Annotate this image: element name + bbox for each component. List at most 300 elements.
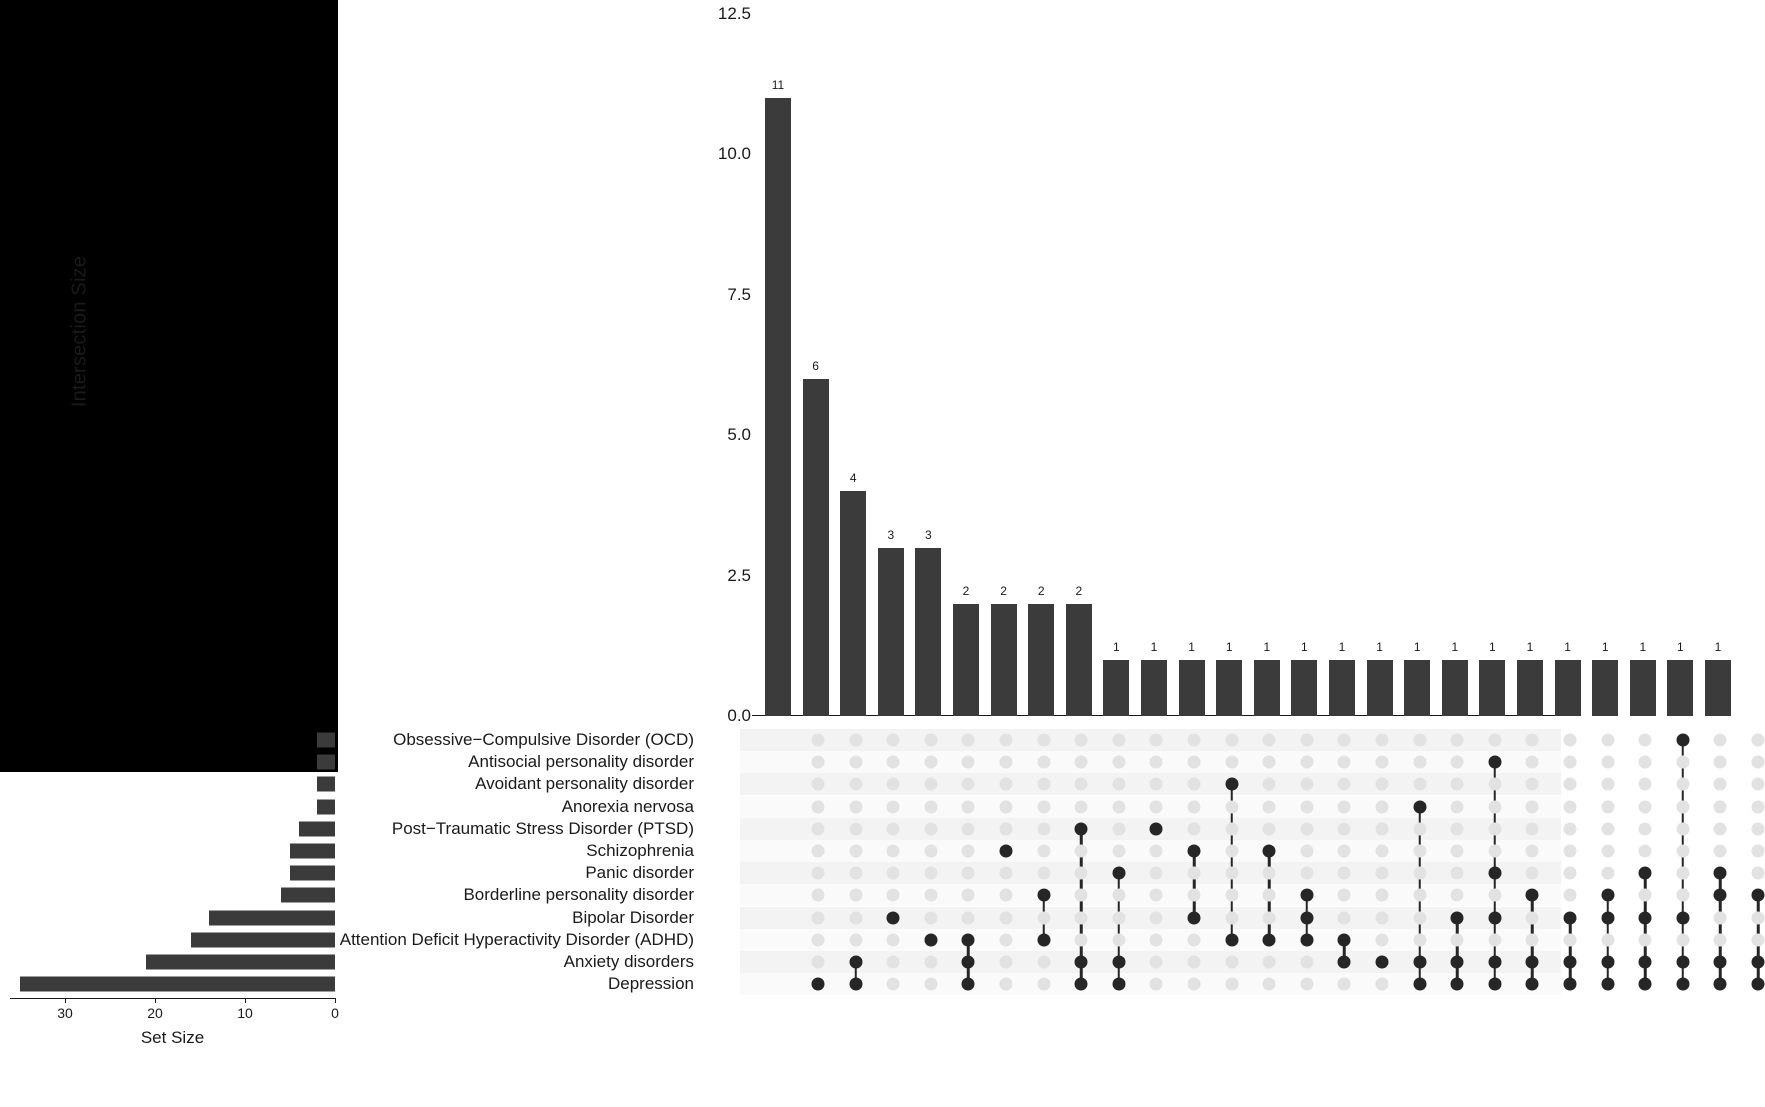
intersection-bar: [1555, 660, 1581, 716]
set-label: Bipolar Disorder: [572, 907, 694, 927]
matrix-dot-inactive: [962, 845, 975, 858]
matrix-dot-inactive: [1526, 822, 1539, 835]
matrix-dot-inactive: [1338, 911, 1351, 924]
matrix-dot-active: [1075, 978, 1088, 991]
intersection-bar-value: 2: [1075, 583, 1083, 598]
matrix-dot-active: [1263, 933, 1276, 946]
matrix-dot-active: [1564, 911, 1577, 924]
matrix-dot-active: [1037, 933, 1050, 946]
matrix-dot-inactive: [1752, 911, 1765, 924]
matrix-dot-inactive: [1112, 734, 1125, 747]
matrix-dot-inactive: [1526, 933, 1539, 946]
intersection-bar: [1630, 660, 1656, 716]
matrix-dot-inactive: [1000, 822, 1013, 835]
matrix-dot-inactive: [1112, 822, 1125, 835]
set-label: Post−Traumatic Stress Disorder (PTSD): [391, 818, 694, 838]
set-label: Anorexia nervosa: [561, 796, 694, 816]
matrix-dot-inactive: [1451, 778, 1464, 791]
matrix-dot-active: [1150, 822, 1163, 835]
matrix-dot-inactive: [1676, 800, 1689, 813]
matrix-dot-inactive: [1188, 933, 1201, 946]
matrix-dot-inactive: [1451, 845, 1464, 858]
matrix-dot-inactive: [1526, 911, 1539, 924]
intersection-bar-value: 1: [1601, 639, 1609, 654]
intersection-bar-value: 1: [1413, 639, 1421, 654]
matrix-dot-active: [849, 978, 862, 991]
matrix-dot-inactive: [849, 778, 862, 791]
matrix-dot-inactive: [812, 822, 825, 835]
matrix-dot-inactive: [1263, 911, 1276, 924]
intersection-bar: [1216, 660, 1242, 716]
matrix-dot-inactive: [849, 889, 862, 902]
matrix-dot-inactive: [924, 800, 937, 813]
set-size-bar: [146, 955, 335, 970]
matrix-dot-active: [812, 978, 825, 991]
matrix-dot-inactive: [1075, 933, 1088, 946]
matrix-dot-inactive: [1338, 800, 1351, 813]
y-tick-label: 12.5: [717, 4, 751, 23]
matrix-dot-inactive: [1225, 734, 1238, 747]
matrix-dot-inactive: [849, 756, 862, 769]
matrix-dot-active: [1714, 978, 1727, 991]
matrix-dot-inactive: [1639, 822, 1652, 835]
matrix-dot-inactive: [1000, 978, 1013, 991]
matrix-dot-inactive: [1000, 756, 1013, 769]
matrix-dot-inactive: [1263, 889, 1276, 902]
intersection-bar: [878, 548, 904, 716]
matrix-dot-inactive: [1338, 822, 1351, 835]
set-size-tick-label: 10: [237, 1005, 253, 1021]
matrix-dot-inactive: [1676, 756, 1689, 769]
intersection-bar: [1254, 660, 1280, 716]
matrix-dot-inactive: [1676, 778, 1689, 791]
matrix-dot-inactive: [1338, 734, 1351, 747]
matrix-dot-inactive: [1037, 734, 1050, 747]
matrix-dot-inactive: [1714, 734, 1727, 747]
intersection-bar: [1667, 660, 1693, 716]
matrix-dot-inactive: [1300, 978, 1313, 991]
matrix-dot-inactive: [1225, 756, 1238, 769]
matrix-dot-active: [1300, 933, 1313, 946]
set-size-axis-line: [10, 998, 335, 999]
matrix-dot-inactive: [1263, 978, 1276, 991]
set-size-tick: [335, 998, 336, 1003]
matrix-dot-inactive: [1488, 822, 1501, 835]
matrix-dot-inactive: [849, 867, 862, 880]
matrix-dot-inactive: [1150, 800, 1163, 813]
intersection-bar: [1103, 660, 1129, 716]
matrix-dot-active: [1112, 978, 1125, 991]
matrix-dot-inactive: [1225, 889, 1238, 902]
matrix-dot-inactive: [812, 734, 825, 747]
matrix-dot-inactive: [1150, 756, 1163, 769]
set-label: Schizophrenia: [586, 841, 694, 860]
matrix-dot-inactive: [1188, 956, 1201, 969]
matrix-dot-inactive: [1150, 978, 1163, 991]
matrix-dot-inactive: [1639, 845, 1652, 858]
matrix-dot-active: [1601, 978, 1614, 991]
matrix-dot-inactive: [1000, 933, 1013, 946]
matrix-dot-inactive: [1488, 800, 1501, 813]
intersection-bar-value: 1: [1677, 639, 1684, 654]
matrix-dot-inactive: [1526, 845, 1539, 858]
matrix-dot-active: [1413, 978, 1426, 991]
matrix-dot-inactive: [1225, 911, 1238, 924]
matrix-dot-inactive: [1564, 889, 1577, 902]
matrix-dot-inactive: [1300, 845, 1313, 858]
intersection-bar-value: 1: [1301, 639, 1308, 654]
matrix-dot-inactive: [962, 800, 975, 813]
matrix-dot-inactive: [1601, 756, 1614, 769]
matrix-dot-inactive: [1714, 822, 1727, 835]
matrix-dot-inactive: [1714, 800, 1727, 813]
matrix-dot-active: [1488, 867, 1501, 880]
intersection-bar-value: 2: [1037, 583, 1045, 598]
matrix-dot-inactive: [1752, 845, 1765, 858]
matrix-dot-inactive: [1413, 845, 1426, 858]
matrix-dot-inactive: [1601, 867, 1614, 880]
intersection-bar-value: 11: [771, 78, 785, 93]
matrix-dot-inactive: [1037, 756, 1050, 769]
matrix-dot-active: [1676, 911, 1689, 924]
set-size-tick-label: 20: [147, 1005, 163, 1021]
matrix-dot-inactive: [1338, 889, 1351, 902]
matrix-dot-inactive: [1714, 756, 1727, 769]
matrix-dot-active: [1714, 956, 1727, 969]
matrix-dot-inactive: [924, 734, 937, 747]
matrix-dot-active: [1714, 867, 1727, 880]
matrix-connector: [1193, 851, 1196, 918]
matrix-dot-inactive: [1676, 822, 1689, 835]
matrix-dot-inactive: [1338, 978, 1351, 991]
matrix-dot-inactive: [1752, 933, 1765, 946]
matrix-dot-inactive: [1564, 845, 1577, 858]
matrix-dot-active: [1451, 911, 1464, 924]
matrix-dot-inactive: [1752, 867, 1765, 880]
matrix-dot-inactive: [1376, 845, 1389, 858]
matrix-dot-active: [1300, 889, 1313, 902]
matrix-dot-inactive: [962, 911, 975, 924]
matrix-dot-inactive: [849, 822, 862, 835]
matrix-dot-active: [924, 933, 937, 946]
matrix-dot-inactive: [1225, 978, 1238, 991]
set-size-bar: [20, 977, 335, 992]
matrix-dot-inactive: [1112, 933, 1125, 946]
matrix-dot-inactive: [1000, 800, 1013, 813]
matrix-dot-inactive: [1263, 956, 1276, 969]
matrix-dot-inactive: [1752, 734, 1765, 747]
intersection-bar-value: 3: [887, 527, 895, 542]
matrix-dot-inactive: [962, 734, 975, 747]
intersection-bar-value: 1: [1376, 639, 1383, 654]
matrix-dot-inactive: [1526, 867, 1539, 880]
intersection-bar: [1442, 660, 1468, 716]
matrix-dot-active: [1676, 734, 1689, 747]
set-size-bar: [317, 777, 335, 792]
intersection-bar: [1179, 660, 1205, 716]
matrix-dot-inactive: [1150, 867, 1163, 880]
matrix-dot-inactive: [1037, 867, 1050, 880]
matrix-dot-inactive: [1263, 778, 1276, 791]
matrix-dot-inactive: [1601, 778, 1614, 791]
matrix-dot-inactive: [1752, 756, 1765, 769]
matrix-dot-inactive: [1676, 867, 1689, 880]
intersection-bar: [953, 604, 979, 716]
set-label: Attention Deficit Hyperactivity Disorder (ADHD): [339, 929, 694, 949]
set-size-tick-label: 0: [331, 1005, 339, 1021]
matrix-dot-active: [1564, 956, 1577, 969]
matrix-dot-active: [1413, 956, 1426, 969]
matrix-dot-inactive: [1376, 734, 1389, 747]
matrix-dot-active: [1000, 845, 1013, 858]
matrix-dot-inactive: [812, 956, 825, 969]
matrix-dot-inactive: [1000, 889, 1013, 902]
matrix-dot-inactive: [887, 800, 900, 813]
y-tick-label: 7.5: [727, 284, 751, 304]
matrix-dot-inactive: [1188, 778, 1201, 791]
intersection-bar-value: 1: [1113, 639, 1120, 654]
matrix-dot-active: [1714, 889, 1727, 902]
y-tick-label: 0.0: [727, 706, 751, 725]
intersection-bar: [840, 491, 866, 716]
matrix-dot-inactive: [1075, 845, 1088, 858]
matrix-dot-active: [962, 933, 975, 946]
set-size-bar: [299, 821, 335, 836]
matrix-dot-inactive: [1150, 778, 1163, 791]
matrix-dot-inactive: [1752, 822, 1765, 835]
matrix-dot-inactive: [1075, 911, 1088, 924]
matrix-dot-active: [1752, 956, 1765, 969]
matrix-dot-active: [1451, 978, 1464, 991]
set-size-bar: [317, 799, 335, 814]
intersection-bar: [1028, 604, 1054, 716]
set-size-tick-label: 30: [57, 1005, 73, 1021]
matrix-dot-inactive: [887, 822, 900, 835]
set-label: Avoidant personality disorder: [475, 774, 694, 794]
matrix-dot-inactive: [1714, 933, 1727, 946]
matrix-dot-inactive: [1714, 845, 1727, 858]
intersection-bar: [1592, 660, 1618, 716]
matrix-dot-inactive: [1488, 933, 1501, 946]
matrix-dot-inactive: [924, 889, 937, 902]
matrix-dot-inactive: [1413, 867, 1426, 880]
matrix-dot-inactive: [1300, 956, 1313, 969]
matrix-dot-inactive: [1338, 778, 1351, 791]
set-label: Panic disorder: [585, 863, 694, 883]
matrix-dot-active: [1225, 933, 1238, 946]
intersection-bar-value: 1: [1150, 639, 1158, 654]
matrix-dot-inactive: [1150, 933, 1163, 946]
set-size-bar: [191, 932, 335, 947]
set-label: Depression: [608, 974, 694, 994]
matrix-dot-inactive: [1639, 778, 1652, 791]
y-tick-label: 2.5: [727, 565, 751, 585]
matrix-dot-inactive: [1188, 822, 1201, 835]
y-tick-label: 5.0: [727, 425, 751, 445]
matrix-dot-inactive: [1639, 889, 1652, 902]
intersection-bar: [1291, 660, 1317, 716]
matrix-dot-inactive: [1451, 889, 1464, 902]
occlusion-block: [0, 0, 338, 772]
matrix-dot-active: [1263, 845, 1276, 858]
matrix-dot-inactive: [887, 867, 900, 880]
matrix-dot-inactive: [1526, 778, 1539, 791]
matrix-dot-inactive: [1037, 800, 1050, 813]
matrix-dot-active: [1526, 956, 1539, 969]
matrix-dot-inactive: [1037, 956, 1050, 969]
matrix-dot-inactive: [1413, 933, 1426, 946]
matrix-dot-inactive: [962, 889, 975, 902]
matrix-dot-active: [1075, 822, 1088, 835]
intersection-bar-value: 1: [1489, 639, 1496, 654]
intersection-bar: [803, 379, 829, 716]
matrix-dot-inactive: [924, 778, 937, 791]
matrix-dot-inactive: [1112, 778, 1125, 791]
intersection-bar-value: 2: [962, 583, 970, 598]
matrix-dot-inactive: [1300, 867, 1313, 880]
matrix-dot-inactive: [887, 978, 900, 991]
matrix-dot-inactive: [1263, 734, 1276, 747]
intersection-matrix: [700, 726, 1561, 998]
matrix-dot-inactive: [1150, 845, 1163, 858]
matrix-dot-active: [1488, 756, 1501, 769]
matrix-dot-inactive: [924, 867, 937, 880]
matrix-dot-inactive: [887, 756, 900, 769]
matrix-dot-inactive: [812, 845, 825, 858]
matrix-dot-inactive: [1376, 889, 1389, 902]
matrix-dot-inactive: [1376, 800, 1389, 813]
matrix-dot-inactive: [1188, 800, 1201, 813]
matrix-dot-inactive: [812, 933, 825, 946]
matrix-dot-active: [1752, 978, 1765, 991]
matrix-dot-inactive: [1601, 822, 1614, 835]
matrix-dot-inactive: [1752, 800, 1765, 813]
matrix-dot-inactive: [887, 845, 900, 858]
set-size-bar-panel: [10, 726, 335, 998]
matrix-dot-inactive: [1451, 933, 1464, 946]
matrix-dot-active: [1639, 867, 1652, 880]
matrix-dot-inactive: [1488, 845, 1501, 858]
matrix-dot-inactive: [887, 933, 900, 946]
matrix-dot-inactive: [1225, 800, 1238, 813]
matrix-dot-active: [1488, 956, 1501, 969]
matrix-dot-active: [1639, 956, 1652, 969]
matrix-dot-inactive: [962, 778, 975, 791]
matrix-dot-inactive: [1376, 867, 1389, 880]
matrix-dot-inactive: [1150, 889, 1163, 902]
matrix-dot-inactive: [1075, 889, 1088, 902]
matrix-dot-active: [1075, 956, 1088, 969]
matrix-dot-active: [962, 978, 975, 991]
matrix-dot-inactive: [924, 822, 937, 835]
matrix-dot-inactive: [1451, 800, 1464, 813]
matrix-dot-active: [1112, 867, 1125, 880]
matrix-dot-inactive: [1676, 845, 1689, 858]
matrix-dot-active: [1564, 978, 1577, 991]
matrix-dot-inactive: [1225, 956, 1238, 969]
matrix-dot-inactive: [1112, 756, 1125, 769]
matrix-dot-inactive: [1000, 778, 1013, 791]
matrix-dot-inactive: [1338, 756, 1351, 769]
matrix-dot-active: [1338, 933, 1351, 946]
set-size-bar: [317, 755, 335, 770]
matrix-dot-inactive: [812, 911, 825, 924]
matrix-dot-inactive: [1413, 911, 1426, 924]
matrix-dot-inactive: [887, 734, 900, 747]
matrix-dot-inactive: [1225, 845, 1238, 858]
matrix-dot-inactive: [1037, 822, 1050, 835]
intersection-bar: [991, 604, 1017, 716]
matrix-dot-inactive: [962, 822, 975, 835]
matrix-dot-inactive: [1037, 911, 1050, 924]
matrix-dot-inactive: [849, 845, 862, 858]
matrix-dot-inactive: [1564, 778, 1577, 791]
matrix-dot-inactive: [1150, 734, 1163, 747]
matrix-dot-inactive: [1413, 822, 1426, 835]
matrix-dot-inactive: [1300, 822, 1313, 835]
matrix-dot-inactive: [1526, 800, 1539, 813]
intersection-bar-value: 1: [1338, 639, 1346, 654]
matrix-dot-active: [1188, 845, 1201, 858]
y-tick-label: 10.0: [717, 144, 751, 164]
matrix-dot-inactive: [924, 978, 937, 991]
matrix-dot-inactive: [1488, 778, 1501, 791]
matrix-dot-inactive: [887, 956, 900, 969]
matrix-dot-inactive: [1376, 911, 1389, 924]
matrix-dot-inactive: [812, 867, 825, 880]
intersection-bar-value: 2: [1000, 583, 1007, 598]
intersection-bar: [1066, 604, 1092, 716]
matrix-dot-inactive: [1000, 911, 1013, 924]
matrix-dot-inactive: [1564, 756, 1577, 769]
matrix-dot-active: [887, 911, 900, 924]
matrix-dot-inactive: [1225, 867, 1238, 880]
matrix-dot-inactive: [1225, 822, 1238, 835]
intersection-bar: [1367, 660, 1393, 716]
matrix-dot-active: [1488, 911, 1501, 924]
matrix-dot-inactive: [1000, 956, 1013, 969]
matrix-dot-inactive: [887, 778, 900, 791]
matrix-dot-inactive: [1413, 734, 1426, 747]
matrix-dot-active: [1488, 978, 1501, 991]
matrix-dot-inactive: [1338, 867, 1351, 880]
set-labels: [330, 726, 698, 998]
matrix-dot-active: [1601, 911, 1614, 924]
matrix-dot-inactive: [849, 911, 862, 924]
matrix-dot-inactive: [1526, 756, 1539, 769]
matrix-dot-inactive: [1564, 800, 1577, 813]
matrix-dot-inactive: [1451, 822, 1464, 835]
matrix-dot-inactive: [924, 756, 937, 769]
matrix-dot-inactive: [1376, 978, 1389, 991]
intersection-bar-value: 3: [925, 527, 932, 542]
matrix-dot-inactive: [1564, 867, 1577, 880]
set-size-tick: [245, 998, 246, 1003]
intersection-bar-value: 6: [812, 359, 819, 374]
matrix-dot-inactive: [962, 867, 975, 880]
matrix-dot-inactive: [1601, 734, 1614, 747]
matrix-dot-inactive: [887, 889, 900, 902]
matrix-dot-active: [1112, 956, 1125, 969]
matrix-dot-active: [1639, 978, 1652, 991]
matrix-dot-active: [1639, 911, 1652, 924]
matrix-dot-inactive: [1263, 822, 1276, 835]
matrix-dot-inactive: [1564, 933, 1577, 946]
matrix-dot-inactive: [1075, 778, 1088, 791]
matrix-dot-inactive: [1601, 845, 1614, 858]
intersection-bar-value: 1: [1526, 639, 1534, 654]
intersection-bar: [1329, 660, 1355, 716]
